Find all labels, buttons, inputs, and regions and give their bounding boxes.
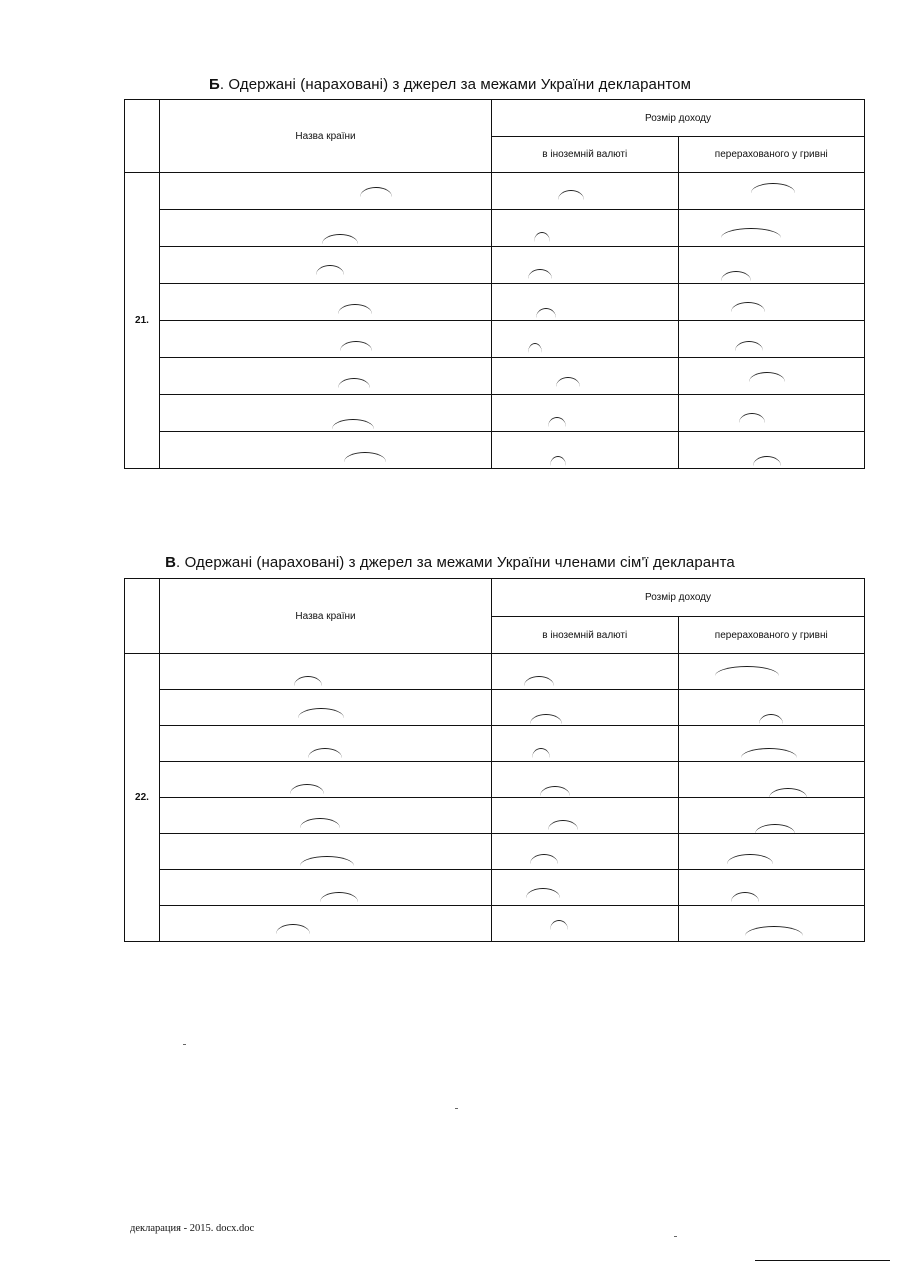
dash-mark (731, 302, 765, 312)
dash-mark (338, 304, 372, 314)
dash-mark (540, 786, 570, 796)
uah-cell (678, 798, 865, 834)
foreign-cell (492, 210, 679, 247)
uah-cell (678, 654, 865, 690)
country-cell (160, 284, 492, 321)
footer-rule (755, 1260, 890, 1261)
dash-mark (308, 748, 342, 758)
uah-cell (678, 906, 865, 942)
header-country: Назва країни (160, 100, 492, 173)
row-number: 21. (125, 173, 160, 469)
country-cell (160, 358, 492, 395)
dash-mark (759, 714, 783, 724)
country-cell (160, 726, 492, 762)
dash-mark (548, 820, 578, 830)
foreign-cell (492, 906, 679, 942)
dash-mark (320, 892, 358, 902)
dash-mark (332, 419, 374, 429)
dash-mark (322, 234, 358, 244)
dash-mark (298, 708, 344, 718)
section-v-table (124, 578, 865, 942)
uah-cell (678, 210, 865, 247)
dash-mark (338, 378, 370, 388)
dash-mark (745, 926, 803, 936)
country-cell (160, 321, 492, 358)
section-v-title-text: . Одержані (нараховані) з джерел за межами України членами сім'ї декларанта (176, 554, 735, 571)
header-foreign-currency: в іноземній валюті (492, 137, 679, 173)
foreign-cell (492, 395, 679, 432)
header-income: Розмір доходу (492, 100, 865, 137)
dash-mark (550, 456, 566, 466)
uah-cell (678, 395, 865, 432)
country-cell (160, 654, 492, 690)
dash-mark (753, 456, 781, 466)
header-country: Назва країни (160, 579, 492, 654)
country-cell (160, 834, 492, 870)
uah-cell (678, 284, 865, 321)
section-b-letter: Б (209, 76, 220, 93)
dash-mark (721, 228, 781, 238)
country-cell (160, 690, 492, 726)
header-num-cell (125, 100, 160, 173)
dash-mark (530, 854, 558, 864)
country-cell (160, 798, 492, 834)
dash-mark (735, 341, 763, 351)
uah-cell (678, 726, 865, 762)
dash-mark (360, 187, 392, 197)
dash-mark (300, 856, 354, 866)
dash-mark (300, 818, 340, 828)
dash-mark (340, 341, 372, 351)
dash-mark (294, 676, 322, 686)
foreign-cell (492, 284, 679, 321)
uah-cell (678, 870, 865, 906)
uah-cell (678, 358, 865, 395)
uah-cell (678, 762, 865, 798)
uah-cell (678, 432, 865, 469)
footer-filename: декларация - 2015. docx.doc (130, 1223, 255, 1234)
foreign-cell (492, 762, 679, 798)
header-uah: перерахованого у гривні (678, 137, 865, 173)
uah-cell (678, 173, 865, 210)
section-b-table-wrap (124, 99, 865, 469)
foreign-cell (492, 247, 679, 284)
dash-mark (532, 748, 550, 758)
section-b-table (124, 99, 865, 469)
dash-mark (524, 676, 554, 686)
header-num-cell (125, 579, 160, 654)
dash-mark (316, 265, 344, 275)
dash-mark (556, 377, 580, 387)
foreign-cell (492, 690, 679, 726)
foreign-cell (492, 726, 679, 762)
dash-mark (550, 920, 568, 930)
dash-mark (526, 888, 560, 898)
dash-mark (739, 413, 765, 423)
foreign-cell (492, 654, 679, 690)
foreign-cell (492, 798, 679, 834)
dash-mark (755, 824, 795, 834)
foreign-cell (492, 834, 679, 870)
dash-mark (528, 269, 552, 279)
foreign-cell (492, 173, 679, 210)
section-b-title-text: . Одержані (нараховані) з джерел за межами України декларантом (219, 76, 691, 93)
country-cell (160, 173, 492, 210)
dash-mark (727, 854, 773, 864)
uah-cell (678, 834, 865, 870)
header-foreign-currency: в іноземній валюті (492, 617, 679, 654)
dash-mark (558, 190, 584, 200)
row-number: 22. (125, 654, 160, 942)
country-cell (160, 762, 492, 798)
dash-mark (741, 748, 797, 758)
dash-mark (751, 183, 795, 193)
dash-mark (290, 784, 324, 794)
uah-cell (678, 247, 865, 284)
dash-mark (530, 714, 562, 724)
scan-speck (183, 1044, 186, 1045)
dash-mark (731, 892, 759, 902)
dash-mark (528, 343, 542, 353)
dash-mark (536, 308, 556, 318)
dash-mark (715, 666, 779, 676)
section-v-table-wrap (124, 578, 865, 942)
header-income: Розмір доходу (492, 579, 865, 617)
uah-cell (678, 321, 865, 358)
foreign-cell (492, 432, 679, 469)
country-cell (160, 395, 492, 432)
country-cell (160, 247, 492, 284)
foreign-cell (492, 870, 679, 906)
dash-mark (548, 417, 566, 427)
dash-mark (276, 924, 310, 934)
country-cell (160, 870, 492, 906)
dash-mark (769, 788, 807, 798)
dash-mark (534, 232, 550, 242)
dash-mark (721, 271, 751, 281)
section-b-title (0, 76, 900, 93)
country-cell (160, 432, 492, 469)
section-v-letter: В (165, 554, 177, 571)
dash-mark (749, 372, 785, 382)
country-cell (160, 906, 492, 942)
foreign-cell (492, 358, 679, 395)
country-cell (160, 210, 492, 247)
uah-cell (678, 690, 865, 726)
section-v-title (0, 554, 900, 571)
scan-speck (455, 1108, 458, 1109)
dash-mark (344, 452, 386, 462)
scan-speck (674, 1236, 677, 1237)
header-uah: перерахованого у гривні (678, 617, 865, 654)
foreign-cell (492, 321, 679, 358)
